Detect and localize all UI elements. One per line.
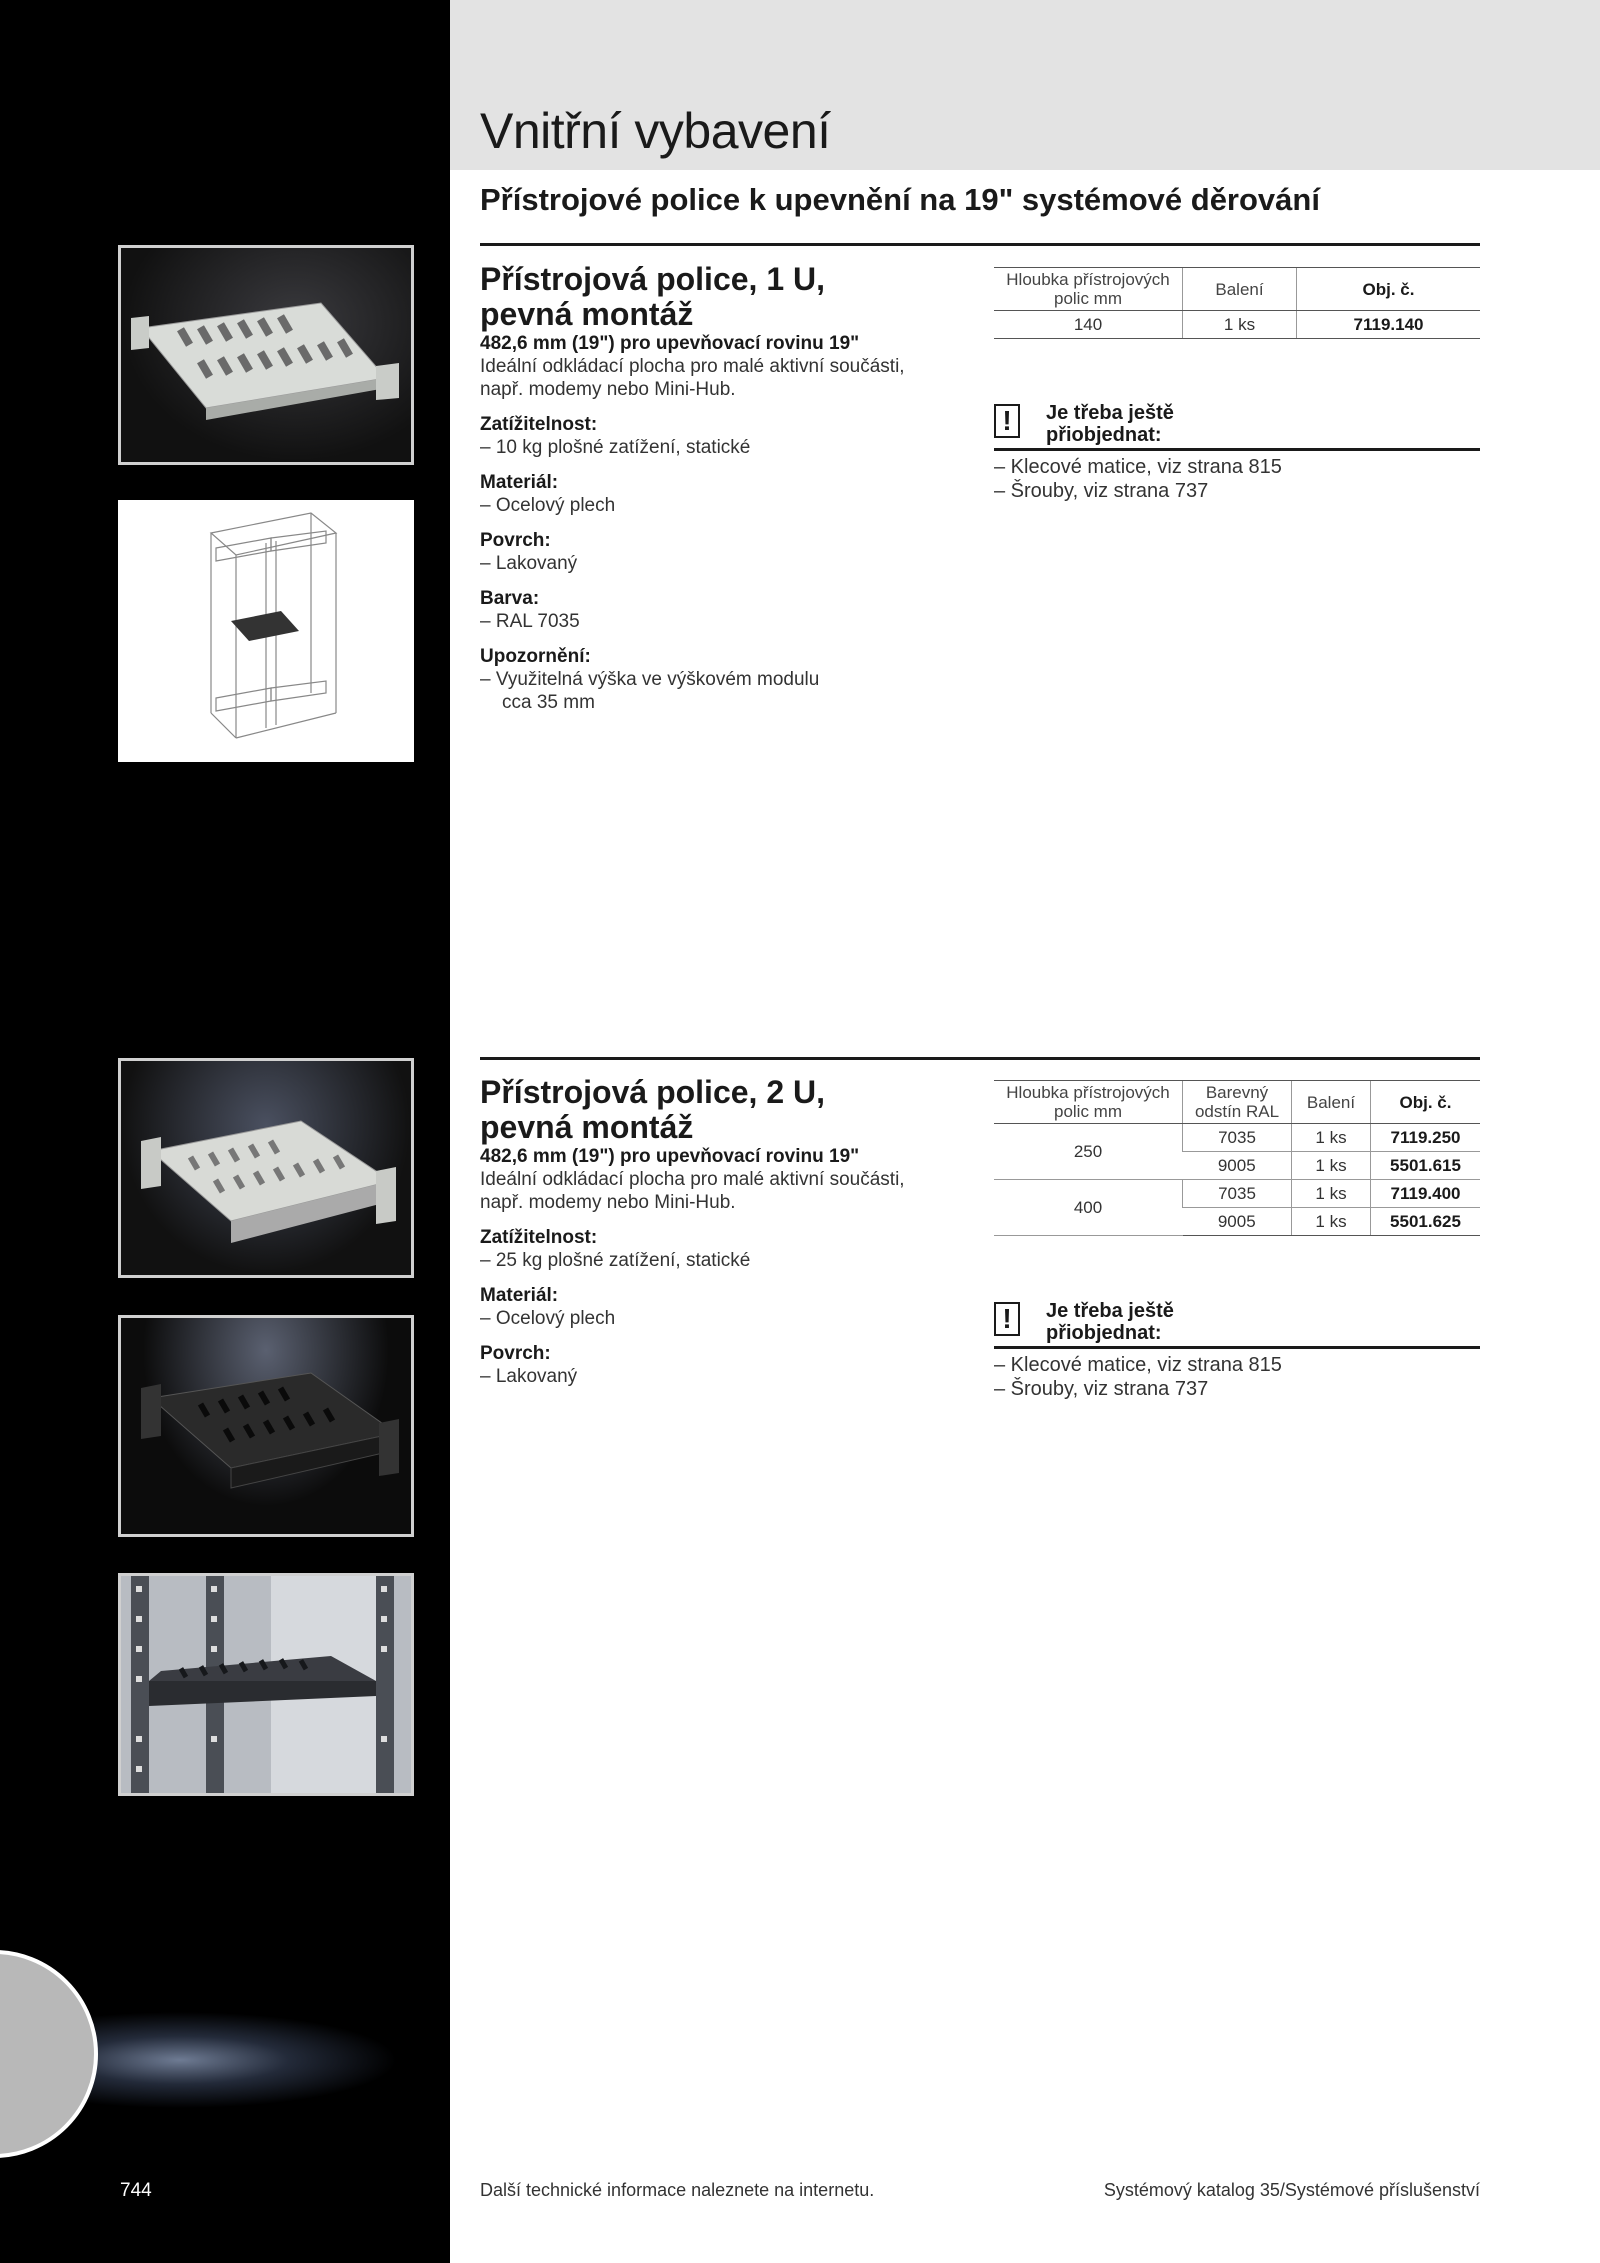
spec-item-surface: – Lakovaný xyxy=(480,553,578,574)
table-header-order-no-2u: Obj. č. xyxy=(1371,1081,1481,1124)
product-desc-1u-line1: Ideální odkládací plocha pro malé aktivní součásti, xyxy=(480,356,905,377)
notice-title-line2: přiobjednat: xyxy=(1046,1322,1162,1344)
table-header-pack: Balení xyxy=(1183,268,1297,311)
product-desc-1u-line2: např. modemy nebo Mini-Hub. xyxy=(480,379,736,400)
table-cell-order-no: 7119.400 xyxy=(1371,1180,1481,1208)
notice-title-line1: Je třeba ještě xyxy=(1046,1300,1174,1322)
notice-title-line2: přiobjednat: xyxy=(1046,424,1162,446)
notice-header xyxy=(994,400,1480,451)
product-description-2u xyxy=(480,1145,980,1388)
spec-item-load-2u: – 25 kg plošné zatížení, statické xyxy=(480,1250,751,1271)
table-header-order-no: Obj. č. xyxy=(1297,268,1481,311)
product-photo-2u-shelf-dark xyxy=(118,1315,414,1537)
table-cell-ral: 9005 xyxy=(1183,1152,1292,1180)
table-cell-pack: 1 ks xyxy=(1292,1180,1371,1208)
notice-item-cage-nuts: – Klecové matice, viz strana 815 xyxy=(994,456,1282,478)
product-title-2u-line1: Přístrojová police, 2 U, xyxy=(480,1074,825,1110)
rack-shelf-illustration xyxy=(121,1576,411,1793)
table-header-ral: Barevný odstín RAL xyxy=(1183,1081,1292,1124)
product-lead-2u: 482,6 mm (19") pro upevňovací rovinu 19" xyxy=(480,1146,860,1167)
table-row xyxy=(994,1180,1480,1208)
order-table-1u xyxy=(994,267,1480,339)
notice-title xyxy=(1046,1300,1174,1344)
table-cell-ral: 7035 xyxy=(1183,1124,1292,1152)
exclamation-icon: ! xyxy=(994,1302,1020,1336)
table-cell-pack: 1 ks xyxy=(1183,311,1297,339)
table-cell-ral: 9005 xyxy=(1183,1208,1292,1236)
spec-item-note-line2: cca 35 mm xyxy=(502,692,595,713)
chapter-title: Vnitřní vybavení xyxy=(480,103,831,159)
cabinet-drawing-illustration xyxy=(121,503,411,759)
table-cell-pack: 1 ks xyxy=(1292,1124,1371,1152)
spec-label-color: Barva: xyxy=(480,588,540,609)
notice-order-also-2u xyxy=(994,1298,1480,1401)
product-title-1u-line2: pevná montáž xyxy=(480,296,694,332)
section-rule xyxy=(480,243,1480,246)
spec-item-material-2u: – Ocelový plech xyxy=(480,1308,616,1329)
shelf-2u-dark-illustration xyxy=(121,1318,411,1534)
spec-label-load: Zatížitelnost: xyxy=(480,414,598,435)
spec-label-note: Upozornění: xyxy=(480,646,591,667)
table-cell-order-no: 7119.250 xyxy=(1371,1124,1481,1152)
table-cell-order-no: 7119.140 xyxy=(1297,311,1481,339)
exclamation-icon: ! xyxy=(994,404,1020,438)
table-header-depth: Hloubka přístrojových polic mm xyxy=(994,268,1183,311)
product-title-2u-line2: pevná montáž xyxy=(480,1109,694,1145)
footer-internet-note: Další technické informace naleznete na internetu. xyxy=(480,2180,875,2200)
table-header-pack-2u: Balení xyxy=(1292,1081,1371,1124)
table-cell-depth-group: 400 xyxy=(994,1180,1183,1236)
order-table-2u xyxy=(994,1080,1480,1236)
product-photo-shelf-in-rack xyxy=(118,1573,414,1796)
shelf-1u-illustration xyxy=(121,248,411,462)
notice-title xyxy=(1046,402,1174,446)
spec-item-color: – RAL 7035 xyxy=(480,611,580,632)
page-number: 744 xyxy=(120,2180,152,2201)
spec-label-material-2u: Materiál: xyxy=(480,1285,559,1306)
spec-label-load-2u: Zatížitelnost: xyxy=(480,1227,598,1248)
notice-title-line1: Je třeba ještě xyxy=(1046,402,1174,424)
product-rule-2u xyxy=(480,1057,1480,1060)
spec-label-material: Materiál: xyxy=(480,472,559,493)
spec-label-surface: Povrch: xyxy=(480,530,551,551)
product-drawing-cabinet xyxy=(118,500,414,762)
table-row xyxy=(994,311,1480,339)
product-title-1u-line1: Přístrojová police, 1 U, xyxy=(480,261,825,297)
table-header-depth-2u: Hloubka přístrojových polic mm xyxy=(994,1081,1183,1124)
spec-label-surface-2u: Povrch: xyxy=(480,1343,551,1364)
notice-order-also-1u xyxy=(994,400,1480,503)
product-photo-1u-shelf xyxy=(118,245,414,465)
notice-header xyxy=(994,1298,1480,1349)
product-description-1u xyxy=(480,332,980,714)
notice-item-screws: – Šrouby, viz strana 737 xyxy=(994,1378,1209,1400)
table-cell-depth-group: 250 xyxy=(994,1124,1183,1180)
table-cell-pack: 1 ks xyxy=(1292,1152,1371,1180)
table-cell-order-no: 5501.625 xyxy=(1371,1208,1481,1236)
table-cell-ral: 7035 xyxy=(1183,1180,1292,1208)
table-cell-pack: 1 ks xyxy=(1292,1208,1371,1236)
spec-item-material: – Ocelový plech xyxy=(480,495,616,516)
product-desc-2u-line1: Ideální odkládací plocha pro malé aktivní součásti, xyxy=(480,1169,905,1190)
footer-catalog-name: Systémový katalog 35/Systémové příslušenství xyxy=(1103,2180,1480,2200)
spec-item-note-line1: – Využitelná výška ve výškovém modulu xyxy=(480,669,820,690)
product-desc-2u-line2: např. modemy nebo Mini-Hub. xyxy=(480,1192,736,1213)
shelf-2u-light-illustration xyxy=(121,1061,411,1275)
spec-item-surface-2u: – Lakovaný xyxy=(480,1366,578,1387)
spec-item-load: – 10 kg plošné zatížení, statické xyxy=(480,437,751,458)
notice-item-cage-nuts: – Klecové matice, viz strana 815 xyxy=(994,1354,1282,1376)
product-lead-1u: 482,6 mm (19") pro upevňovací rovinu 19" xyxy=(480,333,860,354)
table-row xyxy=(994,1124,1480,1152)
product-title-1u xyxy=(480,262,825,332)
product-photo-2u-shelf-light xyxy=(118,1058,414,1278)
notice-list xyxy=(994,1353,1480,1401)
notice-item-screws: – Šrouby, viz strana 737 xyxy=(994,480,1209,502)
notice-list xyxy=(994,455,1480,503)
product-title-2u xyxy=(480,1075,825,1145)
table-cell-order-no: 5501.615 xyxy=(1371,1152,1481,1180)
table-cell-depth: 140 xyxy=(994,311,1183,339)
section-title: Přístrojové police k upevnění na 19" systémové děrování xyxy=(480,182,1320,217)
